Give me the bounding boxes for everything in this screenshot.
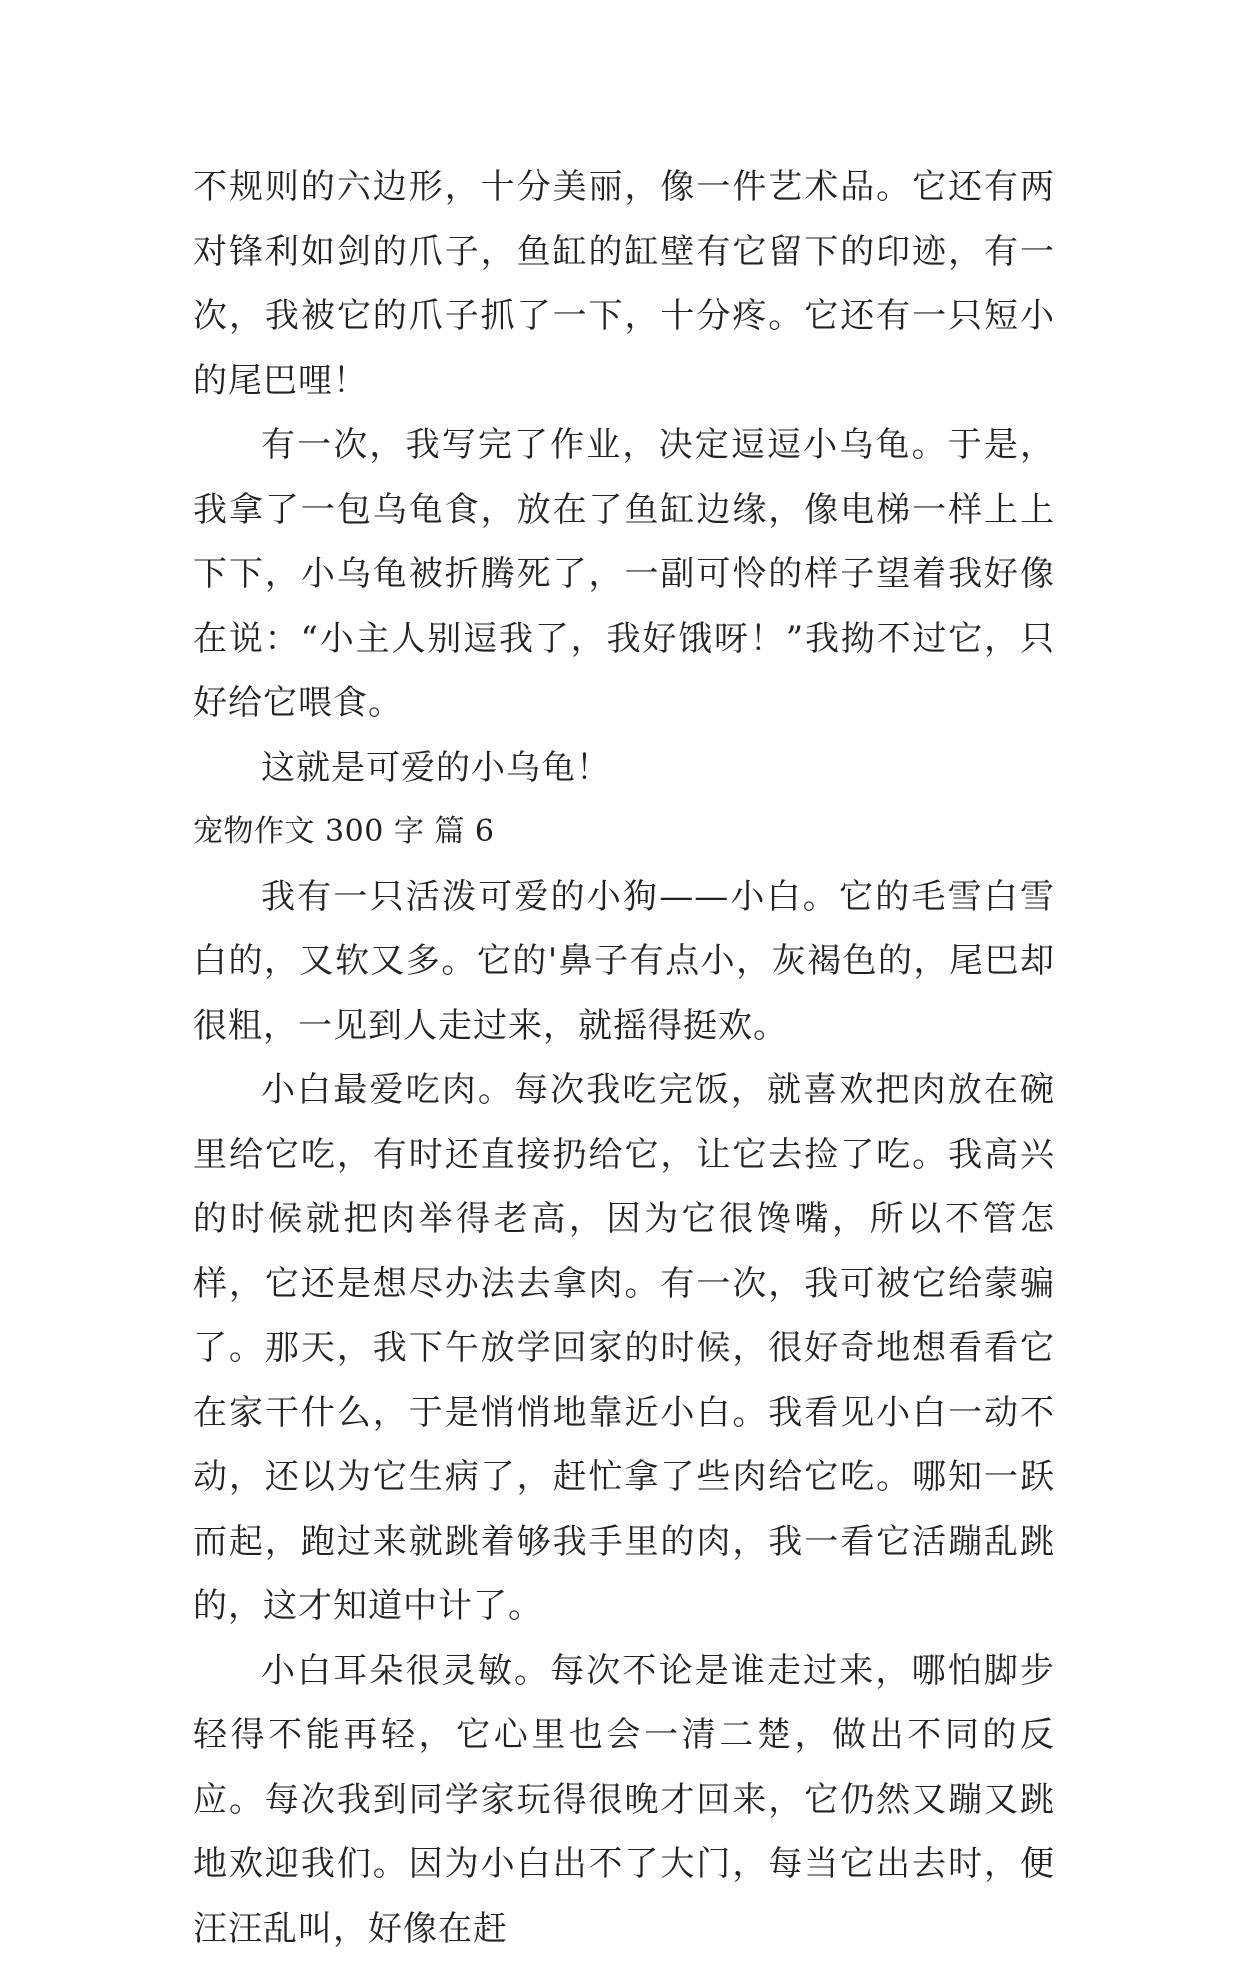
paragraph-dog-intro: 我有一只活泼可爱的小狗——小白。它的毛雪白雪白的，又软又多。它的'鼻子有点小，灰褐色的，尾巴却很粗，一见到人走过来，就摇得挺欢。 (193, 865, 1055, 1059)
paragraph-dog-hearing: 小白耳朵很灵敏。每次不论是谁走过来，哪怕脚步轻得不能再轻，它心里也会一清二楚，做出不同的反应。每次我到同学家玩得很晚才回来，它仍然又蹦又跳地欢迎我们。因为小白出不了大门，每当它出去时，便汪汪乱叫，好像在赶 (193, 1639, 1055, 1961)
paragraph-turtle-conclusion: 这就是可爱的小乌龟！ (193, 736, 1055, 801)
paragraph-dog-eating: 小白最爱吃肉。每次我吃完饭，就喜欢把肉放在碗里给它吃，有时还直接扔给它，让它去捡了吃。我高兴的时候就把肉举得老高，因为它很馋嘴，所以不管怎样，它还是想尽办法去拿肉。有一次，我可被它给蒙骗了。那天，我下午放学回家的时候，很好奇地想看看它在家干什么，于是悄悄地靠近小白。我看见小白一动不动，还以为它生病了，赶忙拿了些肉给它吃。哪知一跃而起，跑过来就跳着够我手里的肉，我一看它活蹦乱跳的，这才知道中计了。 (193, 1058, 1055, 1639)
paragraph-turtle-description: 不规则的六边形，十分美丽，像一件艺术品。它还有两对锋利如剑的爪子，鱼缸的缸壁有它留下的印迹，有一次，我被它的爪子抓了一下，十分疼。它还有一只短小的尾巴哩！ (193, 155, 1055, 413)
paragraph-turtle-teasing: 有一次，我写完了作业，决定逗逗小乌龟。于是，我拿了一包乌龟食，放在了鱼缸边缘，像电梯一样上上下下，小乌龟被折腾死了，一副可怜的样子望着我好像在说：“小主人别逗我了，我好饿呀！”我拗不过它，只好给它喂食。 (193, 413, 1055, 736)
section-heading: 宠物作文 300 字 篇 6 (193, 800, 1055, 865)
document-body (193, 155, 1055, 1961)
